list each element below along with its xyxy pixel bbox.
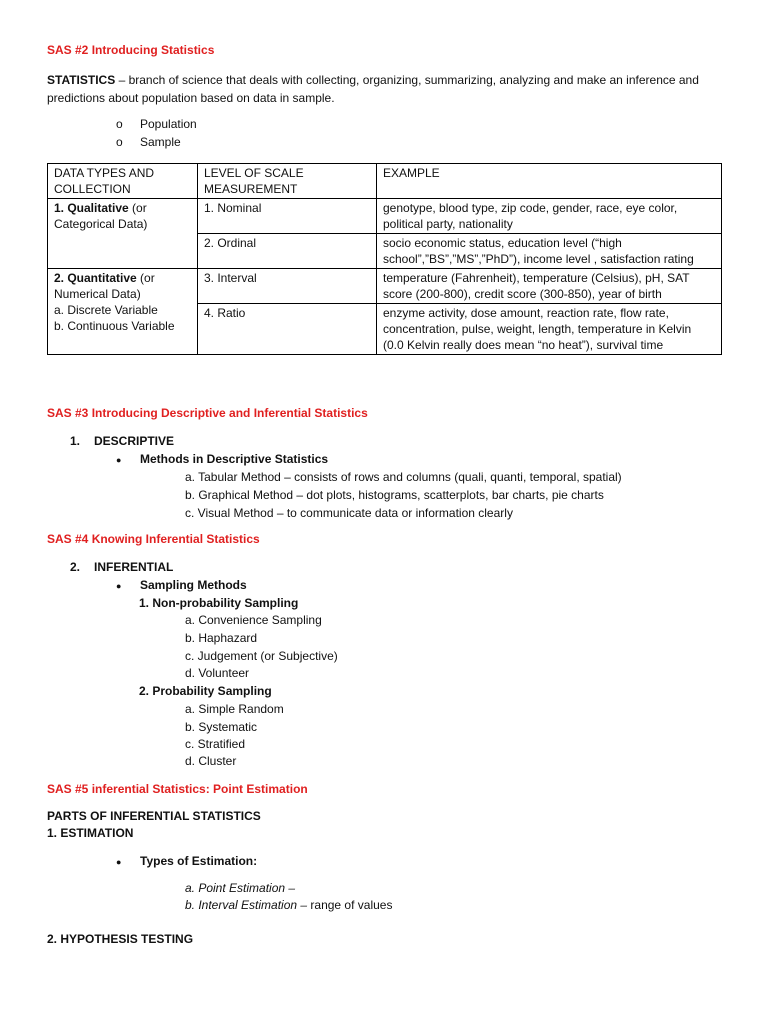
method-item: a. Tabular Method – consists of rows and columns (quali, quanti, temporal, spatial) [185, 470, 622, 484]
example-cell: genotype, blood type, zip code, gender, race, eye color, political party, nationality [377, 199, 722, 234]
level-cell: 1. Nominal [198, 199, 377, 234]
definition-term: STATISTICS [47, 73, 116, 87]
bullet-dot-icon: ● [116, 857, 122, 867]
descriptive-heading: 1. DESCRIPTIVE [70, 434, 175, 448]
sampling-item: a. Convenience Sampling [185, 613, 322, 627]
example-cell: temperature (Fahrenheit), temperature (Celsius), pH, SAT score (200-800), credit score (300-850), year of birth [377, 269, 722, 304]
continuous-variable: b. Continuous Variable [54, 319, 175, 333]
point-estimation: a. Point Estimation – [185, 881, 296, 895]
probability-label: 2. Probability Sampling [139, 684, 272, 698]
quantitative-cell: 2. Quantitative (or Numerical Data) a. Discrete Variable b. Continuous Variable [48, 269, 198, 355]
nonprobability-label: 1. Non-probability Sampling [139, 596, 299, 610]
sampling-item: d. Cluster [185, 754, 237, 768]
bullet-dot-icon: ● [116, 455, 122, 465]
types-of-estimation-bullet: ● Types of Estimation: [116, 854, 258, 868]
data-types-table [47, 163, 722, 355]
bullet-label: Sample [140, 135, 181, 149]
bullet-population [116, 117, 197, 131]
bullet-dot-icon: ● [116, 581, 122, 591]
table-header-cell: EXAMPLE [377, 164, 722, 199]
example-cell: socio economic status, education level (“high school”,”BS”,”MS”,”PhD”), income level , satisfaction rating [377, 234, 722, 269]
sas2-heading: SAS #2 Introducing Statistics [47, 43, 215, 57]
level-cell: 2. Ordinal [198, 234, 377, 269]
circle-bullet-icon: o [116, 135, 123, 149]
table-row [48, 199, 722, 234]
level-cell: 3. Interval [198, 269, 377, 304]
table-header-cell: LEVEL OF SCALE MEASUREMENT [198, 164, 377, 199]
sampling-item: c. Judgement (or Subjective) [185, 649, 338, 663]
method-item: b. Graphical Method – dot plots, histograms, scatterplots, bar charts, pie charts [185, 488, 604, 502]
statistics-definition [47, 71, 727, 107]
inferential-heading: 2. INFERENTIAL [70, 560, 174, 574]
definition-text: – branch of science that deals with collecting, organizing, summarizing, analyzing and make an inference and predictions about population based on data in sample. [47, 73, 699, 105]
sas5-heading: SAS #5 inferential Statistics: Point Estimation [47, 782, 308, 796]
sampling-methods-bullet: ● Sampling Methods [116, 578, 247, 592]
sampling-item: d. Volunteer [185, 666, 250, 680]
sas4-heading: SAS #4 Knowing Inferential Statistics [47, 532, 260, 546]
parts-heading: PARTS OF INFERENTIAL STATISTICS [47, 809, 261, 823]
sas3-heading: SAS #3 Introducing Descriptive and Inferential Statistics [47, 406, 368, 420]
circle-bullet-icon: o [116, 117, 123, 131]
table-header-cell: DATA TYPES AND COLLECTION [48, 164, 198, 199]
example-cell: enzyme activity, dose amount, reaction rate, flow rate, concentration, pulse, weight, length, temperature in Kelvin (0.0 Kelvin really does mean “no heat”), survival time [377, 304, 722, 355]
table-row [48, 269, 722, 304]
sampling-item: b. Haphazard [185, 631, 258, 645]
qualitative-cell: 1. Qualitative (or Categorical Data) [48, 199, 198, 269]
sampling-item: b. Systematic [185, 720, 258, 734]
bullet-label: Population [140, 117, 197, 131]
hypothesis-heading: 2. HYPOTHESIS TESTING [47, 932, 194, 946]
estimation-heading: 1. ESTIMATION [47, 826, 134, 840]
interval-estimation: b. Interval Estimation – range of values [185, 898, 393, 912]
bullet-sample [116, 135, 181, 149]
table-header-row [48, 164, 722, 199]
sampling-item: c. Stratified [185, 737, 246, 751]
methods-descriptive-bullet: ● Methods in Descriptive Statistics [116, 452, 329, 466]
method-item: c. Visual Method – to communicate data or information clearly [185, 506, 513, 520]
sampling-item: a. Simple Random [185, 702, 284, 716]
level-cell: 4. Ratio [198, 304, 377, 355]
discrete-variable: a. Discrete Variable [54, 303, 158, 317]
